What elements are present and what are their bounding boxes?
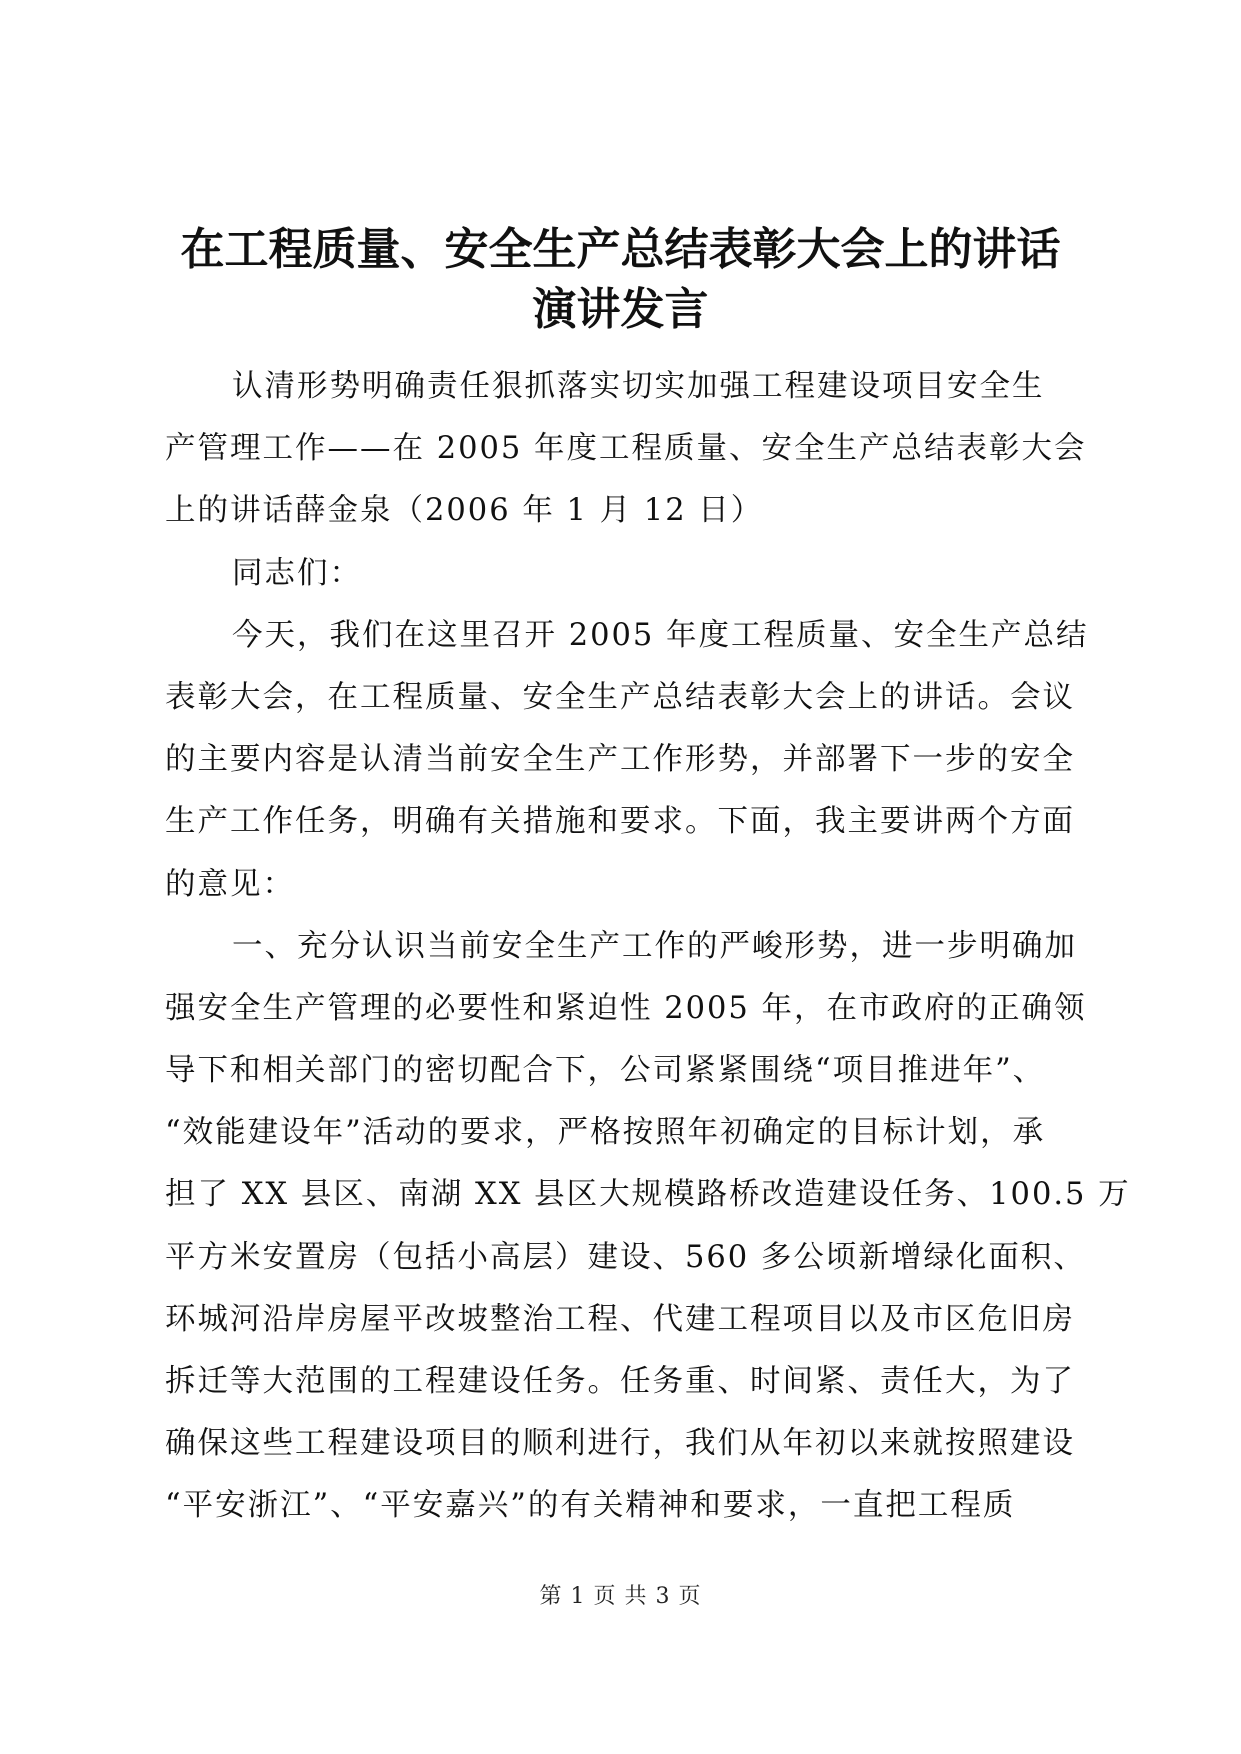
body-line: 的主要内容是认清当前安全生产工作形势，并部署下一步的安全 (165, 742, 1075, 778)
body-line: 表彰大会，在工程质量、安全生产总结表彰大会上的讲话。会议 (165, 679, 1075, 715)
body-line: 强安全生产管理的必要性和紧迫性 2005 年，在市政府的正确领 (165, 990, 1087, 1026)
body-line: 确保这些工程建设项目的顺利进行，我们从年初以来就按照建设 (165, 1426, 1075, 1462)
body-line: 担了 XX 县区、南湖 XX 县区大规模路桥改造建设任务、100.5 万 (165, 1177, 1131, 1213)
body-line: 同志们： (232, 555, 362, 591)
title-line-1: 在工程质量、安全生产总结表彰大会上的讲话 (180, 224, 1061, 275)
body-line: 平方米安置房（包括小高层）建设、560 多公顷新增绿化面积、 (165, 1239, 1086, 1275)
title-line-2: 演讲发言 (532, 284, 709, 335)
document-body (165, 356, 1131, 1538)
body-line: 的意见： (165, 866, 295, 902)
body-line: 认清形势明确责任狠抓落实切实加强工程建设项目安全生 (232, 369, 1045, 404)
body-line: 生产工作任务，明确有关措施和要求。下面，我主要讲两个方面 (165, 804, 1075, 840)
body-line: 环城河沿岸房屋平改坡整治工程、代建工程项目以及市区危旧房 (165, 1301, 1075, 1337)
document-title (150, 220, 1091, 340)
body-line: 上的讲话薛金泉（2006 年 1 月 12 日） (165, 493, 764, 529)
body-line: 产管理工作——在 2005 年度工程质量、安全生产总结表彰大会 (165, 431, 1087, 467)
body-line: 导下和相关部门的密切配合下，公司紧紧围绕“项目推进年”、 (165, 1053, 1046, 1089)
body-line: “平安浙江”、“平安嘉兴”的有关精神和要求，一直把工程质 (165, 1488, 1016, 1524)
page-footer: 第 1 页 共 3 页 (539, 1584, 702, 1609)
body-line: 一、充分认识当前安全生产工作的严峻形势，进一步明确加 (232, 928, 1077, 964)
body-line: “效能建设年”活动的要求，严格按照年初确定的目标计划，承 (165, 1115, 1046, 1151)
body-line: 今天，我们在这里召开 2005 年度工程质量、安全生产总结 (232, 617, 1089, 653)
body-line: 拆迁等大范围的工程建设任务。任务重、时间紧、责任大，为了 (165, 1364, 1075, 1399)
